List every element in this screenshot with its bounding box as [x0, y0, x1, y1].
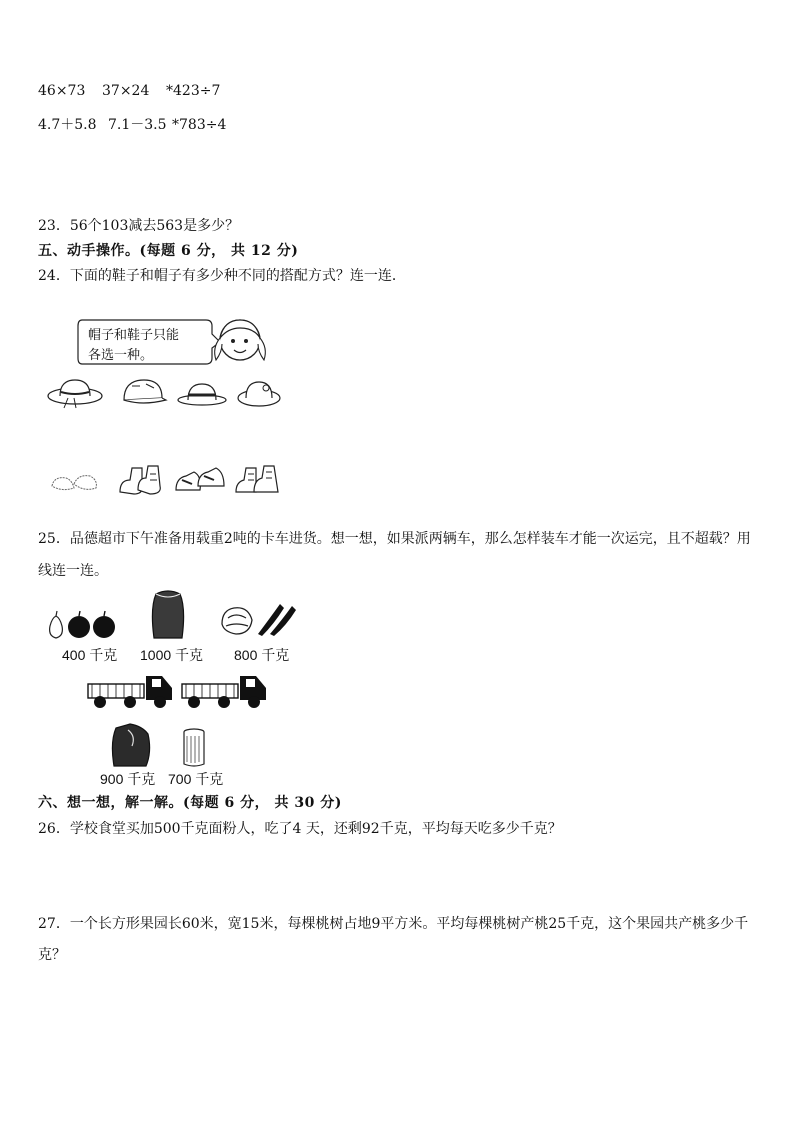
question-26: 26．学校食堂买加500千克面粉人，吃了4 天，还剩92千克，平均每天吃多少千克？ — [38, 821, 562, 837]
question-27-line-2: 克？ — [38, 947, 66, 963]
girl-figure — [210, 314, 270, 370]
section-5-heading: 五、动手操作。(每题 6 分， 共 12 分) — [38, 243, 299, 259]
goods-label-vegetables: 800 千克 — [234, 647, 290, 663]
bubble-line-2: 各选一种。 — [88, 348, 154, 363]
hat-bonnet — [236, 376, 282, 410]
calc-item: *783÷4 — [172, 117, 227, 133]
calc-item: 46×73 — [38, 83, 86, 99]
question-25-line-2: 线连一连。 — [38, 563, 108, 579]
calc-item: 7.1－3.5 — [108, 117, 167, 133]
calc-row-2 — [38, 114, 226, 134]
grain-sack-icon — [148, 588, 188, 640]
truck-2 — [180, 670, 268, 710]
calc-item: 4.7＋5.8 — [38, 117, 97, 133]
section-6-heading: 六、想一想，解一解。(每题 6 分， 共 30 分) — [38, 795, 342, 811]
shoe-boots — [116, 460, 166, 498]
drink-can-icon — [182, 728, 206, 768]
calc-item: *423÷7 — [166, 83, 221, 99]
calc-row-1 — [38, 83, 220, 99]
fruit-icon — [46, 608, 120, 640]
goods-label-rice-bag: 900 千克 — [100, 771, 156, 787]
question-25-line-1: 25．品德超市下午准备用载重2吨的卡车进货。想一想，如果派两辆车，那么怎样装车才能一次运完，且不超载？用 — [38, 531, 751, 547]
rice-bag-icon — [108, 722, 154, 768]
vegetables-icon — [218, 598, 300, 638]
hat-wide-brim — [46, 376, 104, 410]
shoe-slippers — [48, 466, 100, 496]
calc-item: 37×24 — [102, 83, 150, 99]
bubble-line-1: 帽子和鞋子只能 — [88, 328, 180, 343]
question-27-line-1: 27．一个长方形果园长60米，宽15米，每棵桃树占地9平方米。平均每棵桃树产桃25千克，这个果园共产桃多少千 — [38, 916, 749, 932]
goods-label-sack: 1000 千克 — [140, 647, 204, 663]
question-24: 24．下面的鞋子和帽子有多少种不同的搭配方式？连一连． — [38, 268, 406, 284]
hat-fedora — [176, 378, 228, 408]
shoe-sneakers — [174, 462, 226, 496]
question-23: 23．56个103减去563是多少？ — [38, 218, 240, 234]
goods-label-fruit: 400 千克 — [62, 647, 118, 663]
goods-label-can: 700 千克 — [168, 771, 224, 787]
truck-1 — [86, 670, 174, 710]
shoe-high-tops — [234, 462, 280, 498]
hat-cap — [118, 376, 168, 410]
